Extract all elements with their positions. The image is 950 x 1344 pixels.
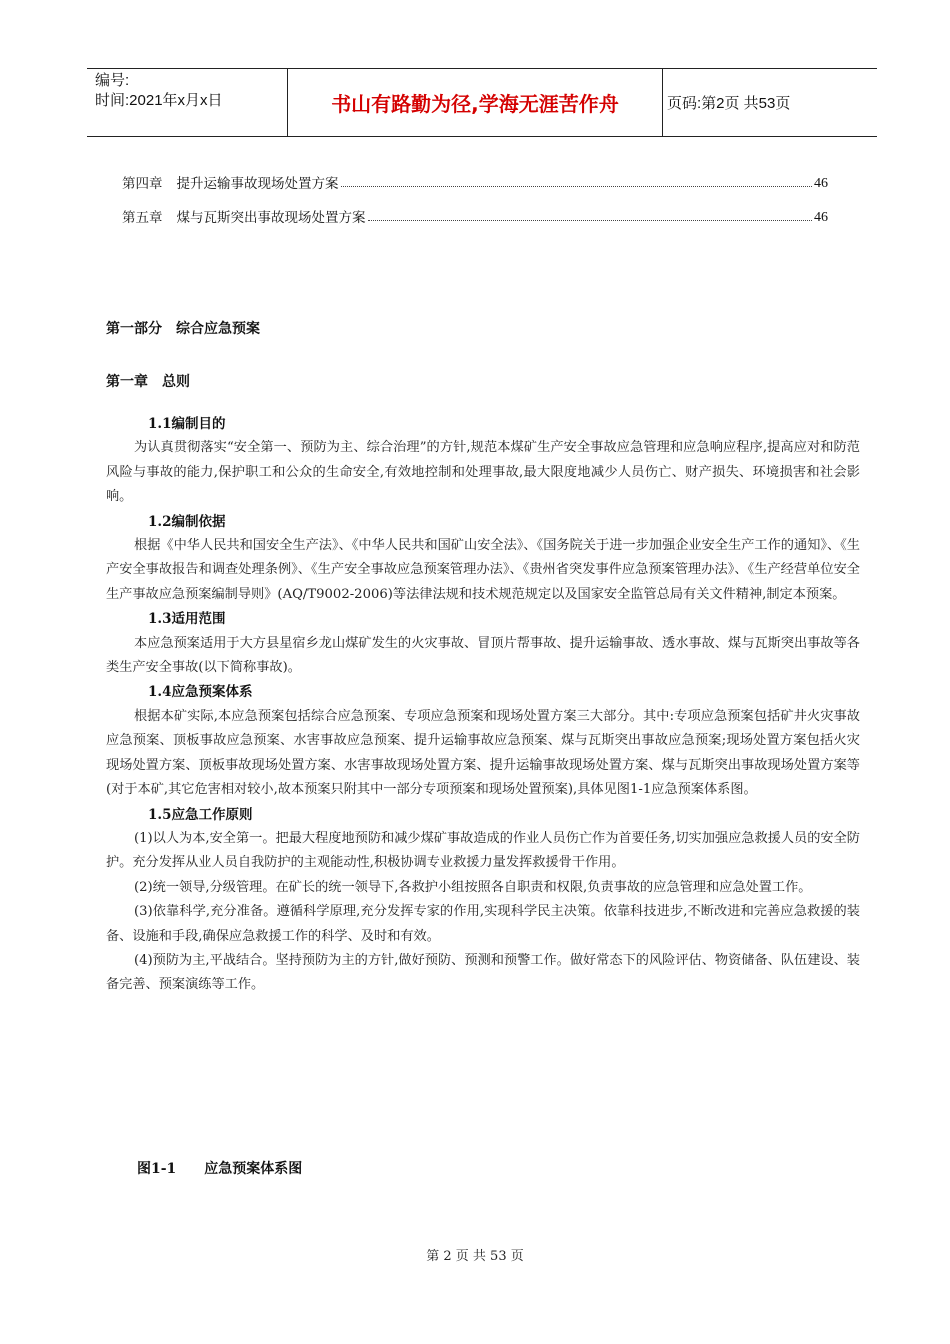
header-divider-right <box>662 68 663 136</box>
section-heading: 1.3适用范围 <box>148 611 226 628</box>
header-meta <box>95 71 223 111</box>
paragraph: 本应急预案适用于大方县星宿乡龙山煤矿发生的火灾事故、冒顶片帮事故、提升运输事故、透水事故、煤与瓦斯突出事故等各类生产安全事故(以下简称事故)。 <box>106 635 860 676</box>
section-heading: 1.5应急工作原则 <box>148 806 253 823</box>
toc-title: 煤与瓦斯突出事故现场处置方案 <box>176 210 366 226</box>
toc-chapter: 第四章 <box>122 176 163 192</box>
document-number: 编号: <box>95 72 130 89</box>
header-divider-left <box>287 68 288 136</box>
toc-entry[interactable] <box>122 204 828 226</box>
section-heading: 1.4应急预案体系 <box>148 684 253 701</box>
part-title: 第一部分 综合应急预案 <box>106 321 260 337</box>
header-page-number: 页码:第2页 共53页 <box>667 94 791 112</box>
paragraph: (4)预防为主,平战结合。坚持预防为主的方针,做好预防、预测和预警工作。做好常态下的风险评估、物资储备、队伍建设、装备完善、预案演练等工作。 <box>106 952 860 993</box>
section-heading: 1.1编制目的 <box>148 416 226 432</box>
paragraph: 为认真贯彻落实“安全第一、预防为主、综合治理”的方针,规范本煤矿生产安全事故应急管理和应急响应程序,提高应对和防范风险与事故的能力,保护职工和公众的生命安全,有效地控制和处理事故,最大限度地减少人员伤亡、财产损失、环境损害和社会影响。 <box>106 440 860 505</box>
toc-title: 提升运输事故现场处置方案 <box>176 176 339 192</box>
paragraph: 根据《中华人民共和国安全生产法》、《中华人民共和国矿山安全法》、《国务院关于进一步加强企业安全生产工作的通知》、《生产安全事故报告和调查处理条例》、《生产安全事故应急预案管理办法》、《贵州省突发事件应急预案管理办法》、《生产经营单位安全生产事故应急预案编制导则》(AQ/T9002-2006)等法律法规和技术规范规定以及国家安全监管总局有关文件精神,制定本预案。 <box>106 538 860 602</box>
section-heading: 1.2编制依据 <box>148 513 226 530</box>
paragraph: (1)以人为本,安全第一。把最大程度地预防和减少煤矿事故造成的作业人员伤亡作为首要任务,切实加强应急救援人员的安全防护。充分发挥从业人员自我防护的主观能动性,积极协调专业救援力量发挥救援骨干作用。 <box>106 830 860 871</box>
toc-page: 46 <box>814 176 828 191</box>
header-rule-bottom <box>87 136 877 137</box>
toc-leader <box>368 220 813 221</box>
paragraph: (2)统一领导,分级管理。在矿长的统一领导下,各救护小组按照各自职责和权限,负责事故的应急管理和应急处置工作。 <box>134 879 812 895</box>
figure-caption: 图1-1 应急预案体系图 <box>137 1161 303 1177</box>
document-time: 时间:2021年x月x日 <box>95 92 223 109</box>
body-content <box>106 412 860 998</box>
paragraph: (3)依靠科学,充分准备。遵循科学原理,充分发挥专家的作用,实现科学民主决策。依靠科技进步,不断改进和完善应急救援的装备、设施和手段,确保应急救援工作的科学、及时和有效。 <box>106 904 860 944</box>
toc-page: 46 <box>814 210 828 225</box>
header-motto: 书山有路勤为径,学海无涯苦作舟 <box>331 91 619 116</box>
toc-leader <box>341 186 813 187</box>
page-footer: 第 2 页 共 53 页 <box>426 1249 524 1264</box>
toc-entry[interactable] <box>122 170 828 192</box>
chapter-title: 第一章 总则 <box>106 374 190 390</box>
toc-chapter: 第五章 <box>122 210 163 226</box>
paragraph: 根据本矿实际,本应急预案包括综合应急预案、专项应急预案和现场处置方案三大部分。其中:专项应急预案包括矿井火灾事故应急预案、顶板事故应急预案、水害事故应急预案、提升运输事故应急预案、煤与瓦斯突出事故应急预案;现场处置方案包括火灾现场处置方案、顶板事故现场处置方案、水害事故现场处置方案、提升运输事故现场处置方案、煤与瓦斯突出事故现场处置方案等(对于本矿,其它危害相对较小,故本预案只附其中一部分专项预案和现场处置预案),具体见图1-1应急预案体系图。 <box>106 708 860 798</box>
